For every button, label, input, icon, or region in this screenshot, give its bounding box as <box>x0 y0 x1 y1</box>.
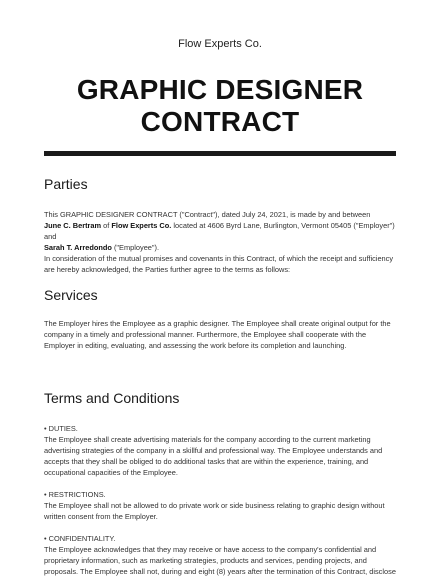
duties-text: The Employee shall create advertising materials for the company according to the current marketing advertising strategies of the company in a skillful and professional way. The Employee understands and accepts that they shall be obliged to do additional tasks that are within the experience, training, and occupational capacities of the Employee. <box>44 435 383 477</box>
terms-heading: Terms and Conditions <box>44 390 180 406</box>
parties-paragraph-1 <box>44 209 396 253</box>
employer-company: Flow Experts Co. <box>111 221 172 230</box>
of-text: of <box>101 221 112 230</box>
document-title <box>0 74 440 138</box>
services-paragraph: The Employer hires the Employee as a graphic designer. The Employee shall create original output for the company in a timely and professional manner. Furthermore, the Employee shall cooperate with the Employer in editing, evaluating, and assessing the work before its completion and launching. <box>44 319 391 350</box>
parties-heading: Parties <box>44 176 88 192</box>
title-line-2: CONTRACT <box>140 106 300 137</box>
parties-intro-text: This GRAPHIC DESIGNER CONTRACT ("Contract"), dated July 24, 2021, is made by and between <box>44 210 371 219</box>
restrictions-text: The Employee shall not be allowed to do private work or side business relating to graphic design without written consent from the Employer. <box>44 501 385 521</box>
title-line-1: GRAPHIC DESIGNER <box>76 74 364 105</box>
employee-name: Sarah T. Arredondo <box>44 243 112 252</box>
company-name: Flow Experts Co. <box>178 38 262 50</box>
restrictions-label: • RESTRICTIONS. <box>44 490 106 499</box>
parties-paragraph-2: In consideration of the mutual promises and covenants in this Contract, of which the receipt and sufficiency are hereby acknowledged, the Parties further agree to the terms as follows: <box>44 254 394 274</box>
employer-name: June C. Bertram <box>44 221 102 230</box>
employer-address-text: located at 4606 Byrd Lane, Burlington, Vermont 05405 ("Employer") and <box>44 221 395 241</box>
confidentiality-text: The Employee acknowledges that they may receive or have access to the company's confidential and proprietary information, such as marketing strategies, products and services, pending projects, and proposals. The Employee shall not, during and eight (8) years after the termination of this Contract, disclose <box>44 545 396 576</box>
services-heading: Services <box>44 287 98 303</box>
employee-suffix-text: ("Employee"). <box>111 243 160 252</box>
duties-label: • DUTIES. <box>44 424 78 433</box>
confidentiality-label: • CONFIDENTIALITY. <box>44 534 116 543</box>
title-divider <box>44 151 396 156</box>
